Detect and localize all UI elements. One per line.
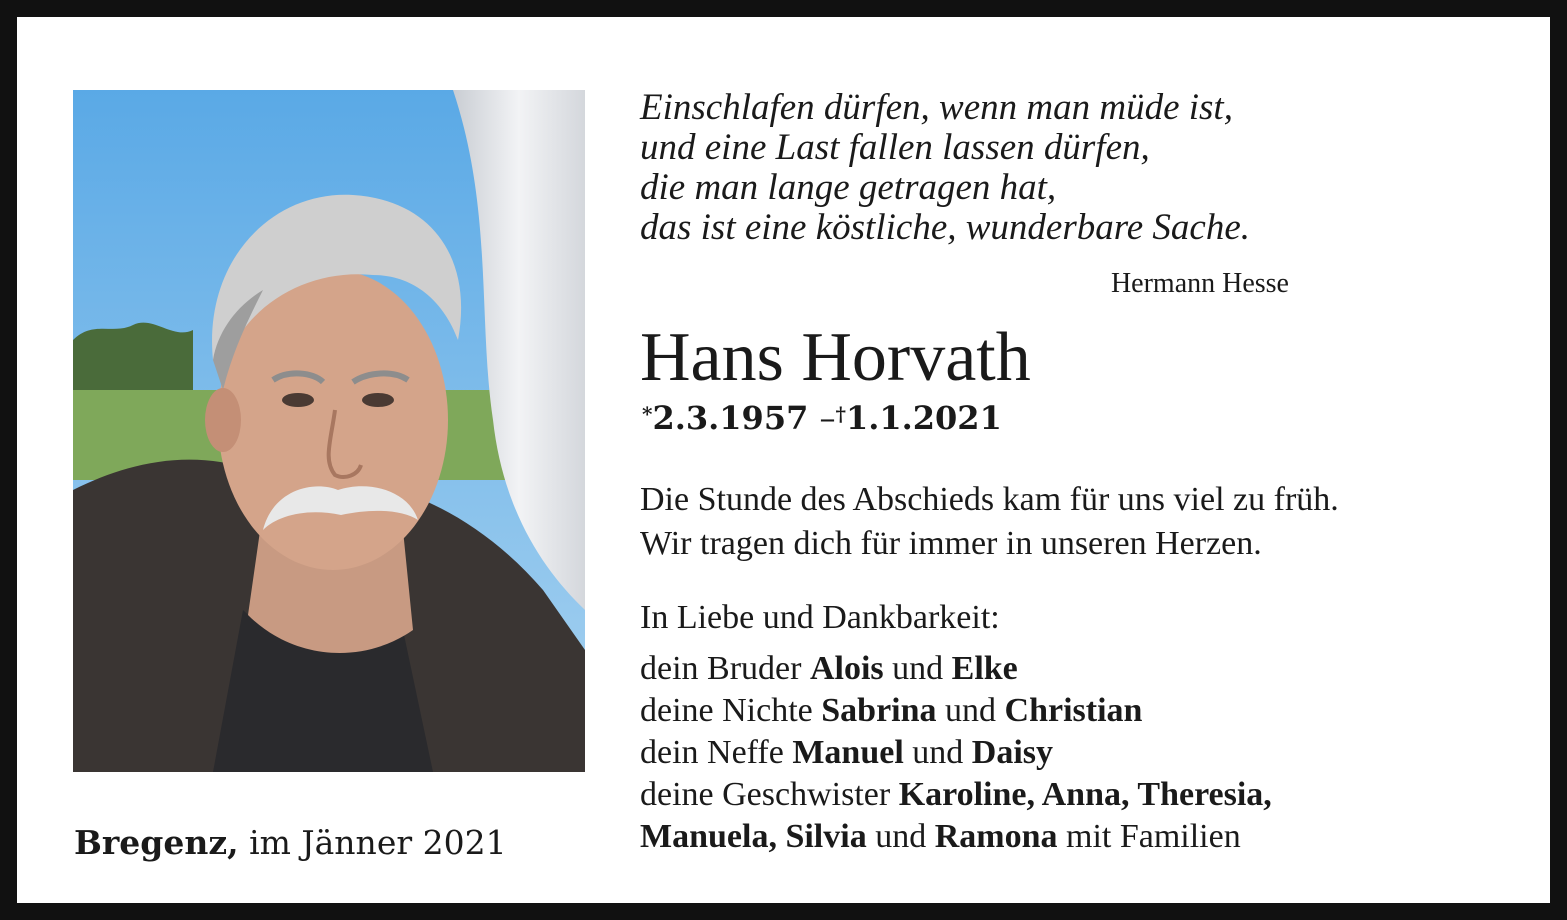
mourner-line	[640, 690, 1272, 732]
mourner-name: Karoline, Anna, Theresia,	[898, 776, 1272, 813]
mourner-name: Manuela, Silvia	[640, 818, 867, 855]
mourner-relation: und	[883, 650, 952, 687]
mourner-name: Christian	[1004, 692, 1143, 729]
poem-line: das ist eine köstliche, wunderbare Sache.	[640, 207, 1251, 248]
mourner-line	[640, 816, 1272, 858]
mourner-relation: deine Nichte	[640, 692, 822, 729]
mourner-line	[640, 774, 1272, 816]
mourner-relation: und	[936, 692, 1005, 729]
mourner-relation: deine Geschwister	[640, 776, 899, 813]
poem-line: die man lange getragen hat,	[640, 167, 1057, 208]
place-date	[74, 822, 507, 864]
poem-line: Einschlafen dürfen, wenn man müde ist,	[640, 87, 1233, 128]
life-dates	[642, 396, 1002, 440]
mourner-name: Sabrina	[821, 692, 937, 729]
date-separator: –	[819, 399, 836, 437]
mourner-name: Daisy	[971, 734, 1053, 771]
farewell-message	[640, 478, 1339, 566]
portrait-photo	[73, 90, 585, 772]
mourner-name: Manuel	[792, 734, 904, 771]
mourner-name: Elke	[951, 650, 1018, 687]
mourner-name: Ramona	[934, 818, 1058, 855]
place-month: im Jänner 2021	[238, 823, 507, 862]
death-date: 1.1.2021	[845, 399, 1002, 437]
mourner-name: Alois	[809, 650, 884, 687]
birth-symbol: *	[642, 402, 653, 426]
mourner-line	[640, 648, 1272, 690]
poem-author: Hermann Hesse	[1110, 268, 1289, 299]
place-city: Bregenz,	[74, 823, 239, 862]
deceased-name: Hans Horvath	[640, 319, 1031, 396]
mourner-line	[640, 732, 1272, 774]
mourner-relation: mit Familien	[1057, 818, 1241, 855]
mourner-relation: dein Bruder	[640, 650, 810, 687]
mourner-relation: und	[903, 734, 972, 771]
poem	[640, 88, 1300, 248]
message-line: Die Stunde des Abschieds kam für uns viel zu früh.	[640, 481, 1339, 518]
poem-line: und eine Last fallen lassen dürfen,	[640, 127, 1150, 168]
mourner-relation: und	[866, 818, 935, 855]
message-line: Wir tragen dich für immer in unseren Herzen.	[640, 525, 1262, 562]
mourners-list	[640, 648, 1272, 858]
mourners-intro: In Liebe und Dankbarkeit:	[640, 599, 1000, 636]
death-symbol: †	[835, 402, 846, 426]
birth-date: 2.3.1957	[652, 399, 809, 437]
mourner-relation: dein Neffe	[640, 734, 793, 771]
